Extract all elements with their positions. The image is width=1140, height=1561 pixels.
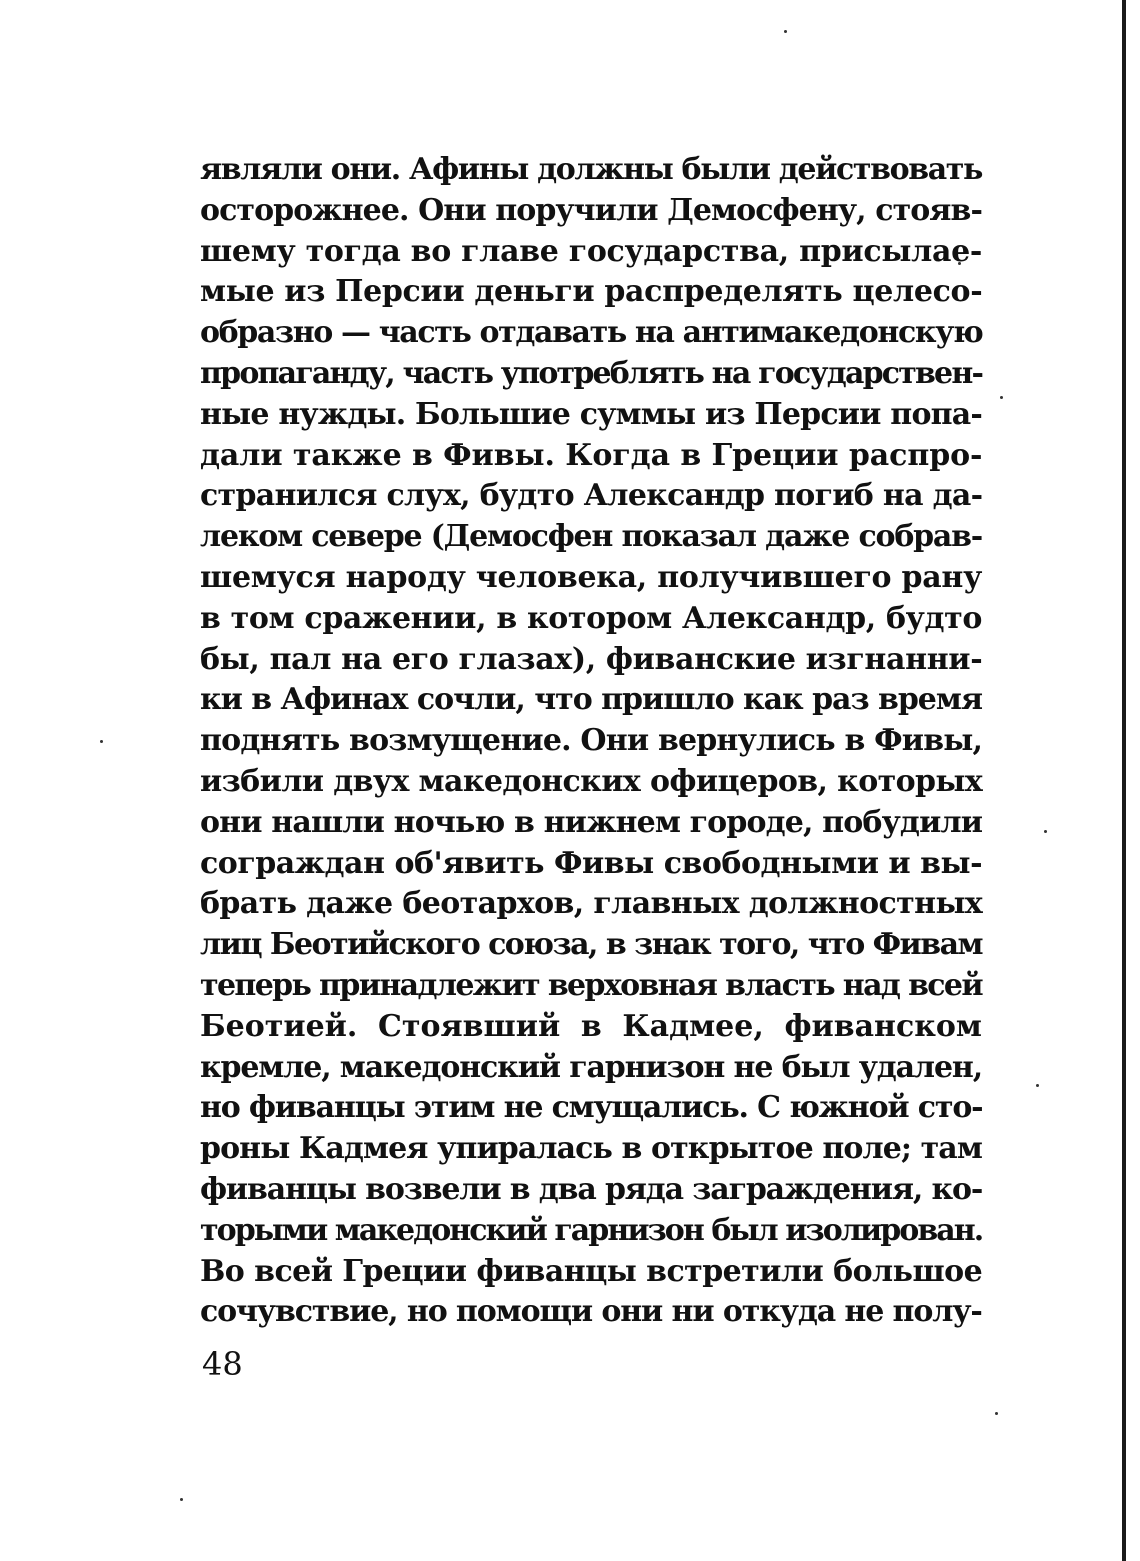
text-line: роны Кадмея упиралась в открытое поле; там (200, 1131, 982, 1167)
page-edge-shadow (1122, 0, 1126, 1561)
text-line: Во всей Греции фиванцы встретили большое (200, 1253, 983, 1289)
text-line: осторожнее. Они поручили Демосфену, стояв- (200, 192, 982, 228)
text-line: шему тогда во главе государства, присылае- (200, 233, 982, 269)
text-line: они нашли ночью в нижнем городе, побудили (200, 804, 983, 840)
text-line: ки в Афинах сочли, что пришло как раз время (200, 682, 983, 718)
text-line: брать даже беотархов, главных должностных (200, 886, 983, 922)
page-number: 48 (202, 1345, 243, 1383)
text-line: дали также в Фивы. Когда в Греции распро- (200, 437, 983, 473)
text-line: мые из Персии деньги распределять целесо- (200, 274, 983, 310)
text-line: лиц Беотийского союза, в знак того, что Фивам (200, 927, 983, 963)
text-line: шемуся народу человека, получившего рану (200, 559, 982, 595)
text-line: кремле, македонский гарнизон не был удален, (200, 1049, 983, 1085)
body-text (200, 150, 982, 1333)
text-line: странился слух, будто Александр погиб на да- (200, 478, 983, 514)
print-speck (784, 30, 787, 33)
text-line: являли они. Афины должны были действовать (200, 152, 982, 187)
text-line: сограждан об'явить Фивы свободными и вы- (200, 845, 983, 881)
text-line: торыми македонский гарнизон был изолирован. (200, 1212, 983, 1248)
text-line: поднять возмущение. Они вернулись в Фивы, (200, 723, 983, 759)
print-speck (180, 1498, 183, 1501)
text-line: леком севере (Демосфен показал даже собрав- (200, 519, 982, 555)
text-line: сочувствие, но помощи они ни откуда не полу- (200, 1294, 982, 1330)
text-line: Беотией. Стоявший в Кадмее, фиванском (200, 1008, 982, 1044)
text-line: ные нужды. Большие суммы из Персии попа- (200, 396, 982, 432)
text-line: пропаганду, часть употреблять на государствен- (200, 355, 983, 391)
print-speck (100, 740, 103, 743)
print-speck (1000, 396, 1003, 399)
text-line: избили двух македонских офицеров, которых (200, 763, 983, 799)
text-line: бы, пал на его глазах), фиванские изгнанни- (200, 641, 983, 677)
text-line: фиванцы возвели в два ряда заграждения, ко- (200, 1171, 983, 1207)
text-line: но фиванцы этим не смущались. С южной сто- (200, 1090, 983, 1126)
print-speck (1044, 830, 1047, 833)
text-line: теперь принадлежит верховная власть над всей (200, 967, 982, 1003)
print-speck (995, 1412, 998, 1415)
text-line: образно — часть отдавать на антимакедонскую (200, 315, 983, 351)
print-speck (1036, 1084, 1039, 1087)
text-line: в том сражении, в котором Александр, будто (200, 600, 982, 636)
